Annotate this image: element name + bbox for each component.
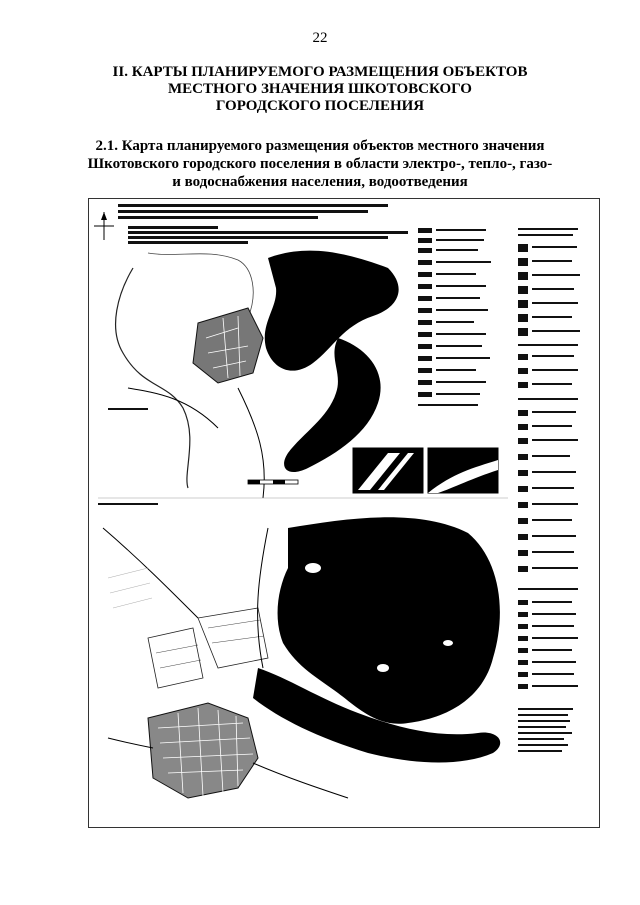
subsection-heading-line: Шкотовского городского поселения в области электро-, тепло-, газо- (87, 156, 553, 172)
section-heading (60, 64, 580, 115)
subsection-heading (60, 137, 580, 191)
planning-map-image (88, 198, 600, 828)
page-number: 22 (312, 30, 328, 46)
section-heading-line: МЕСТНОГО ЗНАЧЕНИЯ ШКОТОВСКОГО (168, 81, 472, 97)
inset-map-2 (428, 448, 498, 493)
section-heading-line: ГОРОДСКОГО ПОСЕЛЕНИЯ (215, 98, 425, 114)
planning-map (88, 198, 600, 828)
section-heading-line: II. КАРТЫ ПЛАНИРУЕМОГО РАЗМЕЩЕНИЯ ОБЪЕКТОВ (112, 64, 528, 80)
inset-map-1 (353, 448, 423, 493)
subsection-heading-line: и водоснабжения населения, водоотведения (172, 174, 468, 190)
subsection-heading-line: 2.1. Карта планируемого размещения объектов местного значения (95, 138, 545, 154)
